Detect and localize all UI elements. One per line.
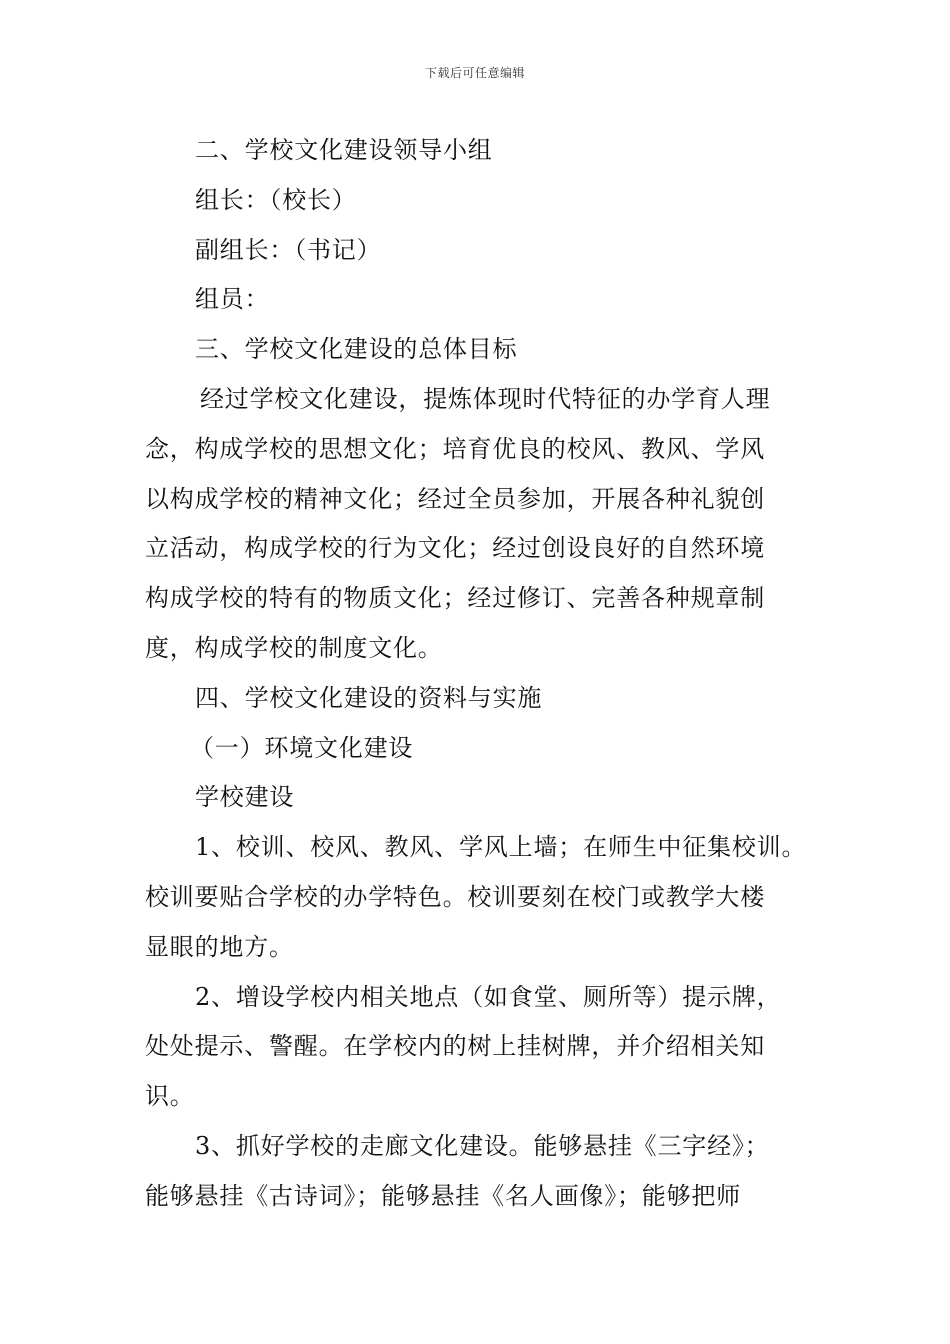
- paragraph-line: 能够悬挂《古诗词》；能够悬挂《名人画像》；能够把师: [145, 1181, 741, 1210]
- list-item-1: 1、校训、校风、教风、学风上墙；在师生中征集校训。: [195, 833, 807, 862]
- list-item-2: 2、增设学校内相关地点（如食堂、厕所等）提示牌，: [195, 982, 782, 1011]
- document-body: [145, 126, 835, 1222]
- page-header: 下载后可任意编辑: [424, 66, 525, 80]
- paragraph-line: 念，构成学校的思想文化；培育优良的校风、教风、学风: [145, 434, 765, 463]
- paragraph-line: 经过学校文化建设，提炼体现时代特征的办学育人理: [200, 384, 771, 413]
- deputy-leader-line: 副组长：（书记）: [195, 235, 382, 264]
- subheading-school-construction: 学校建设: [195, 783, 295, 812]
- subsection-heading: （一）环境文化建设: [190, 733, 414, 762]
- paragraph-line: 处处提示、警醒。在学校内的树上挂树牌，并介绍相关知: [145, 1032, 765, 1061]
- paragraph-line: 以构成学校的精神文化；经过全员参加，开展各种礼貌创: [145, 484, 765, 513]
- section-heading-3: 三、学校文化建设的总体目标: [195, 335, 518, 364]
- paragraph-line: 显眼的地方。: [145, 932, 294, 961]
- paragraph-line: 构成学校的特有的物质文化；经过修订、完善各种规章制: [145, 584, 765, 613]
- list-item-3: 3、抓好学校的走廊文化建设。能够悬挂《三字经》；: [195, 1131, 770, 1160]
- section-heading-4: 四、学校文化建设的资料与实施: [195, 683, 543, 712]
- paragraph-line: 度，构成学校的制度文化。: [145, 633, 443, 662]
- members-line: 组员：: [195, 285, 270, 314]
- paragraph-line: 校训要贴合学校的办学特色。校训要刻在校门或教学大楼: [145, 882, 765, 911]
- section-heading-2: 二、学校文化建设领导小组: [195, 136, 493, 164]
- paragraph-line: 识。: [145, 1082, 195, 1111]
- leader-line: 组长：（校长）: [195, 185, 357, 214]
- paragraph-line: 立活动，构成学校的行为文化；经过创设良好的自然环境: [145, 534, 765, 563]
